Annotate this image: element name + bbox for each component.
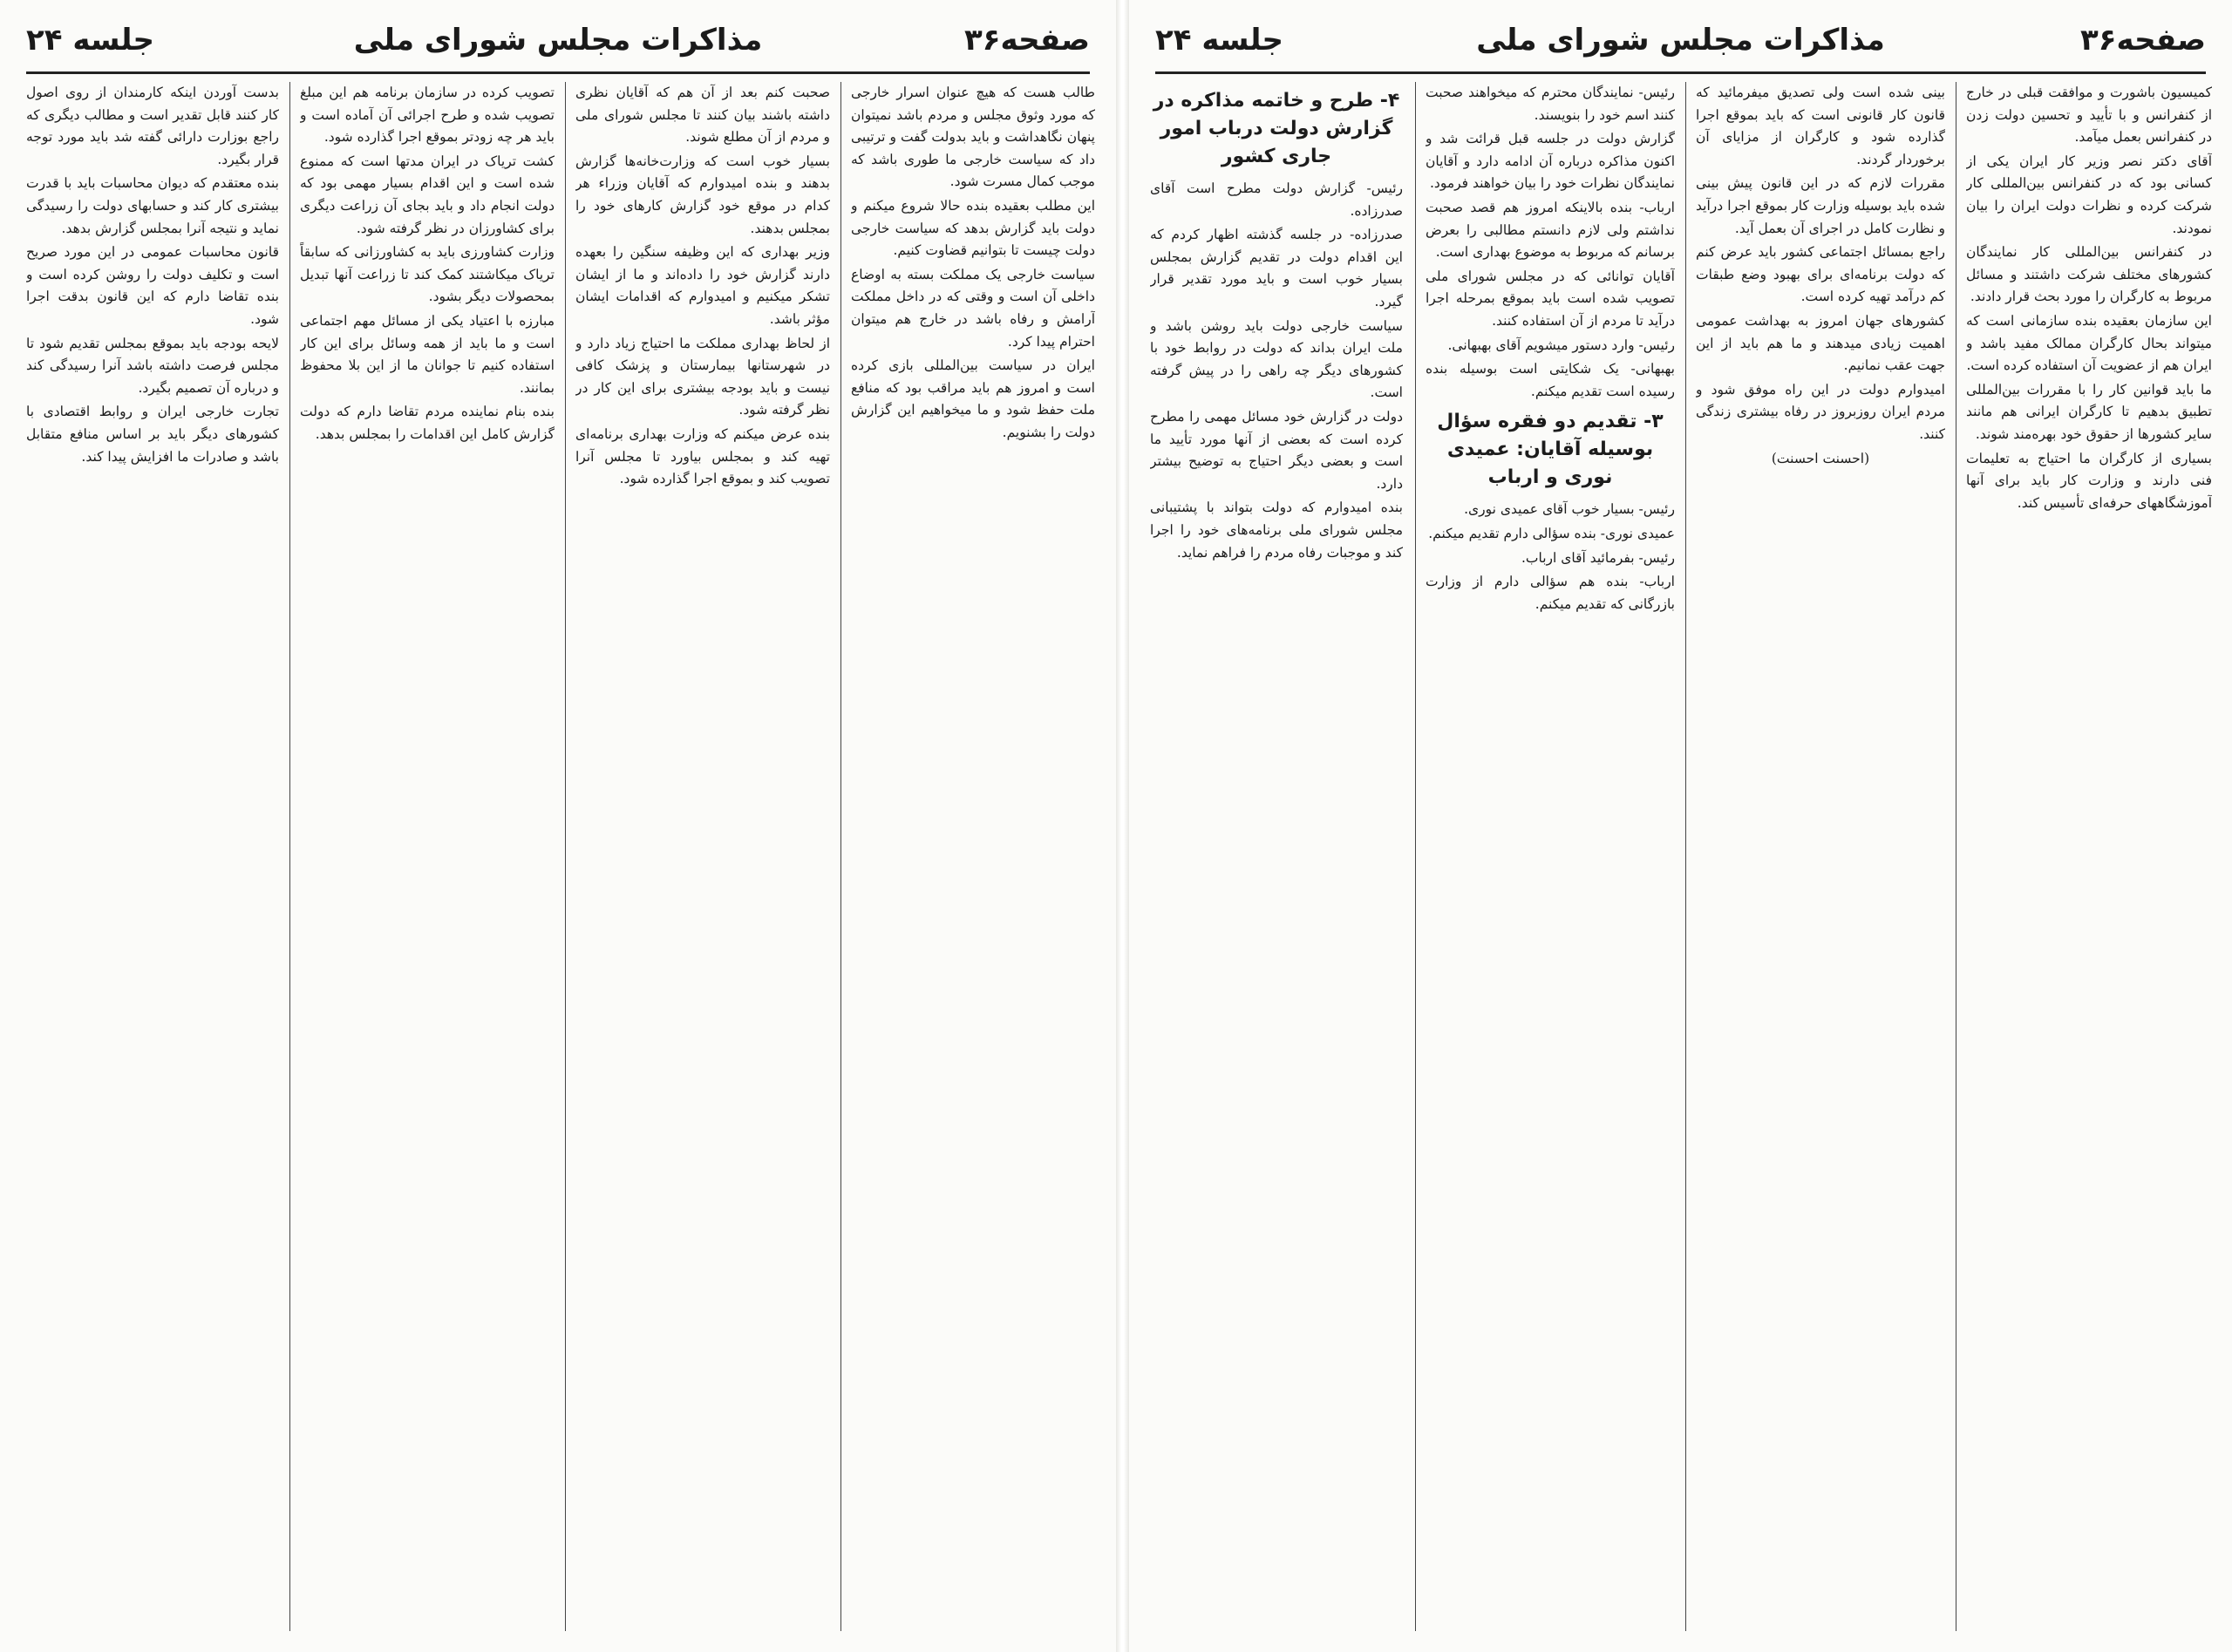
header-rule [1155,71,2206,74]
paragraph: صدرزاده- در جلسه گذشته اظهار کردم که این اقدام دولت در تقدیم گزارش بمجلس بسیار خوب است و باید مورد تقدیر قرار گیرد. [1150,227,1403,309]
session-number: جلسه ۲۴ [26,23,154,58]
paragraph: وزیر بهداری که این وظیفه سنگین را بعهده دارند گزارش خود را داده‌اند و ما از ایشان تشکر میکنیم و امیدوارم که اقدامات ایشان مؤثر باشد. [575,244,830,327]
section-heading: ۴- طرح و خاتمه مذاکره در گزارش دولت درباب امور جاری کشور [1153,90,1400,167]
column-rule [289,82,290,1631]
column-1 [1966,82,2212,1631]
column-rule [1415,82,1416,1631]
paragraph: در کنفرانس بین‌المللی کار نمایندگان کشورهای مختلف شرکت داشتند و مسائل مربوط به کارگران را مورد بحث قرار دادند. [1966,244,2212,305]
page-gutter [1116,0,1129,1652]
paragraph: این مطلب بعقیده بنده حالا شروع میکنم و دولت باید گزارش بدهد که سیاست خارجی دولت چیست تا بتوانیم قضاوت کنیم. [851,197,1095,259]
paragraph: رئیس- بسیار خوب آقای عمیدی نوری. [1464,501,1675,518]
paragraph: صحبت کنم بعد از آن هم که آقایان نظری داشته باشند بیان کنند تا مجلس شورای ملی و مردم از آن مطلع شوند. [575,85,830,146]
paragraph: ما باید قوانین کار را با مقررات بین‌المللی تطبیق بدهیم تا کارگران ایرانی هم مانند سایر کشورها از حقوق خود بهره‌مند شوند. [1966,381,2212,442]
paragraph: بنده معتقدم که دیوان محاسبات باید با قدرت بیشتری کار کند و حسابهای دولت را رسیدگی نماید و نتیجه آنرا بمجلس گزارش بدهد. [26,175,279,236]
column-2 [575,82,830,1631]
column-rule [565,82,566,1631]
paragraph: تصویب کرده در سازمان برنامه هم این مبلغ تصویب شده و طرح اجرائی آن آماده است و باید هر چه زودتر بموقع اجرا گذارده شود. [300,85,555,146]
column-4 [26,82,279,1631]
paragraph: وزارت کشاورزی باید به کشاورزانی که سابقاً تریاک میکاشتند کمک کند تا زراعت آنها تبدیل بمحصولات دیگر بشود. [300,244,555,305]
header-rule [26,71,1090,74]
paragraph: دولت در گزارش خود مسائل مهمی را مطرح کرده است که بعضی از آنها مورد تأیید ما است و بعضی دیگر احتیاج به توضیح بیشتر دارد. [1150,408,1403,492]
paragraph: بهبهانی- یک شکایتی است بوسیله بنده رسیده است تقدیم میکنم. [1426,361,1675,399]
paragraph: ارباب- بنده هم سؤالی دارم از وزارت بازرگانی که تقدیم میکنم. [1426,574,1675,612]
paragraph: قانون محاسبات عمومی در این مورد صریح است و تکلیف دولت را روشن کرده است و بنده تقاضا دارم که این قانون بدقت اجرا شود. [26,244,279,327]
column-3 [1426,82,1675,1631]
paragraph: رئیس- گزارش دولت مطرح است آقای صدرزاده. [1150,180,1403,219]
paragraph: سیاست خارجی دولت باید روشن باشد و ملت ایران بداند که دولت در روابط خود با کشورهای دیگر چه راهی را در پیش گرفته است. [1150,317,1403,401]
paragraph: مبارزه با اعتیاد یکی از مسائل مهم اجتماعی است و ما باید از همه وسائل برای این کار استفاده کنیم تا جوانان ما از این بلا محفوظ بمانند. [300,312,555,396]
paragraph: کشورهای جهان امروز به بهداشت عمومی اهمیت زیادی میدهند و ما هم باید از این جهت عقب نمانیم. [1696,312,1945,374]
paragraph: بینی شده است ولی تصدیق میفرمائید که قانون کار قانونی است که باید بموقع اجرا گذارده شود و کارگران از مزایای آن برخوردار گردند. [1696,85,1945,167]
paragraph: تجارت خارجی ایران و روابط اقتصادی با کشورهای دیگر باید بر اساس منافع متقابل باشد و صادرات ما افزایش پیدا کند. [26,404,279,465]
paragraph: بدست آوردن اینکه کارمندان از روی اصول کار کنند قابل تقدیر است و مطالب دیگری که راجع بوزارت دارائی گفته شد باید مورد توجه قرار بگیرد. [26,85,279,167]
paragraph: کشت تریاک در ایران مدتها است که ممنوع شده است و این اقدام بسیار مهمی بود که دولت انجام داد و باید بجای آن زراعت دیگری برای کشاورزان در نظر گرفته شود. [300,153,555,236]
paragraph: رئیس- وارد دستور میشویم آقای بهبهانی. [1447,337,1675,353]
paragraph: امیدوارم دولت در این راه موفق شود و مردم ایران روزبروز در رفاه بیشتری زندگی کنند. [1696,381,1945,442]
left-page-header [26,23,1090,61]
paragraph: ارباب- بنده بالاینکه امروز هم قصد صحبت نداشتم ولی لازم دانستم مطالبی را بعرض برسانم که مربوط به موضوع بهداری است. [1426,199,1675,261]
column-rule [1685,82,1686,1631]
column-1 [851,82,1095,1631]
session-number: جلسه ۲۴ [1155,23,1283,58]
paragraph: بسیاری از کارگران ما احتیاج به تعلیمات فنی دارند و وزارت کار باید برای آنها آموزشگاههای حرفه‌ای تأسیس کند. [1966,450,2212,511]
paragraph: ایران در سیاست بین‌المللی بازی کرده است و امروز هم باید مراقب بود که منافع ملت حفظ شود و ما میخواهیم این گزارش دولت را بشنویم. [851,357,1095,440]
paragraph: طالب هست که هیچ عنوان اسرار خارجی که مورد وثوق مجلس و مردم باشد نمیتوان پنهان نگاهداشت و باید بدولت گفت و ترتیبی داد که سیاست خارجی ما طوری باشد که موجب کمال مسرت شود. [851,85,1095,190]
right-page-header [1155,23,2206,61]
paragraph: این سازمان بعقیده بنده سازمانی است که میتواند بحال کارگران ممالک مفید باشد و ایران هم از عضویت آن استفاده کرده است. [1966,312,2212,374]
page-number: صفحه۳۶ [964,23,1090,58]
paragraph: رئیس- نمایندگان محترم که میخواهند صحبت کنند اسم خود را بنویسند. [1426,85,1675,123]
column-3 [300,82,555,1631]
running-title: مذاکرات مجلس شورای ملی [1476,23,1885,58]
paragraph: بنده بنام نماینده مردم تقاضا دارم که دولت گزارش کامل این اقدامات را بمجلس بدهد. [300,404,555,442]
running-title: مذاکرات مجلس شورای ملی [353,23,763,58]
paragraph: کمیسیون باشورت و موافقت قبلی در خارج از کنفرانس و با تأیید و تحسین دولت زدن در کنفرانس بعمل میآمد. [1966,85,2212,146]
paragraph: بنده عرض میکنم که وزارت بهداری برنامه‌ای تهیه کند و بمجلس بیاورد تا مجلس آنرا تصویب کند و بموقع اجرا گذارده شود. [575,425,830,487]
paragraph: (احسنت احسنت) [1771,450,1870,466]
paragraph: عمیدی نوری- بنده سؤالی دارم تقدیم میکنم. [1428,525,1675,541]
paragraph: بسیار خوب است که وزارت‌خانه‌ها گزارش بدهند و بنده امیدوارم که آقایان وزراء هر کدام در موقع خود گزارش کارهای خود را بمجلس بدهند. [575,153,830,236]
paragraph: مقررات لازم که در این قانون پیش بینی شده باید بوسیله وزارت کار بموقع اجرا درآید و نظارت کامل در اجرای آن بعمل آید. [1696,175,1945,236]
column-2 [1696,82,1945,1631]
column-4 [1150,82,1403,1631]
paragraph: آقای دکتر نصر وزیر کار ایران یکی از کسانی بود که در کنفرانس بین‌المللی کار شرکت کرده و نظرات دولت ایران را بیان نمودند. [1966,153,2212,236]
paragraph: بنده امیدوارم که دولت بتواند با پشتیبانی مجلس شورای ملی برنامه‌های خود را اجرا کند و موجبات رفاه مردم را فراهم نماید. [1150,500,1403,561]
right-page [1129,0,2232,1652]
paragraph: لایحه بودجه باید بموقع بمجلس تقدیم شود تا مجلس فرصت داشته باشد آنرا رسیدگی کند و درباره آن تصمیم بگیرد. [26,335,279,396]
section-heading: ۳- تقدیم دو فقره سؤال بوسیله آقایان: عمیدی نوری و ارباب [1437,411,1664,489]
paragraph: راجع بمسائل اجتماعی کشور باید عرض کنم که دولت برنامه‌ای برای بهبود وضع طبقات کم درآمد تهیه کرده است. [1696,244,1945,305]
paragraph: سیاست خارجی یک مملکت بسته به اوضاع داخلی آن است و وقتی که در داخل مملکت آرامش و رفاه باشد در خارج هم میتوان احترام پیدا کرد. [851,266,1095,350]
paragraph: از لحاظ بهداری مملکت ما احتیاج زیاد دارد و در شهرستانها بیمارستان و پزشک کافی نیست و باید بودجه بیشتری برای این کار در نظر گرفته شود. [575,335,830,418]
paragraph: آقایان توانائی که در مجلس شورای ملی تصویب شده است باید بموقع بمرحله اجرا درآید تا مردم از آن استفاده کنند. [1426,268,1675,329]
page-number: صفحه۳۶ [2080,23,2206,58]
column-rule [840,82,841,1631]
paragraph: رئیس- بفرمائید آقای ارباب. [1521,549,1675,566]
paragraph: گزارش دولت در جلسه قبل قرائت شد و اکنون مذاکره درباره آن ادامه دارد و آقایان نمایندگان نظرات خود را بیان خواهند فرمود. [1426,131,1675,192]
